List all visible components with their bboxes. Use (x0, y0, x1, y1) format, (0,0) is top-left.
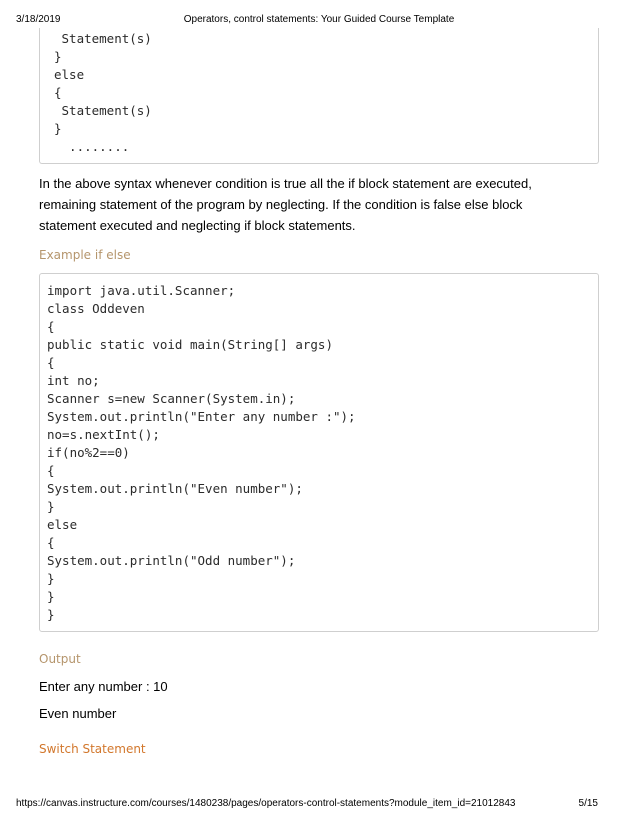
code-line: if(no%2==0) (47, 445, 130, 460)
code-line: { (54, 85, 62, 100)
code-line: } (47, 589, 55, 604)
example-code-block (39, 273, 599, 632)
example-heading: Example if else (39, 248, 131, 262)
code-line: Statement(s) (54, 103, 152, 118)
code-line: System.out.println("Enter any number :"); (47, 409, 356, 424)
code-line: ........ (54, 139, 130, 154)
code-line: { (47, 355, 55, 370)
code-line: } (54, 49, 62, 64)
code-line: } (54, 121, 62, 136)
code-line: Statement(s) (54, 31, 152, 46)
output-line: Even number (39, 706, 117, 721)
code-line: public static void main(String[] args) (47, 337, 333, 352)
code-line: } (47, 571, 55, 586)
code-line: import java.util.Scanner; (47, 283, 236, 298)
code-line: { (47, 319, 55, 334)
code-line: } (47, 607, 55, 622)
output-heading: Output (39, 652, 81, 666)
print-page-title: Operators, control statements: Your Guided Course Template (183, 14, 455, 25)
code-line: { (47, 463, 55, 478)
print-url: https://canvas.instructure.com/courses/1480238/pages/operators-control-statements?module_item_id=21012843 (16, 798, 516, 809)
code-line: int no; (47, 373, 100, 388)
switch-statement-heading: Switch Statement (39, 742, 146, 756)
code-line: else (54, 67, 85, 82)
print-date: 3/18/2019 (16, 14, 61, 25)
code-line: else (47, 517, 78, 532)
code-line: { (47, 535, 55, 550)
code-line: System.out.println("Odd number"); (47, 553, 296, 568)
explanation-paragraph: In the above syntax whenever condition is true all the if block statement are executed, remaining statement of the program by neglecting. If the condition is false else block statement executed and neglecting if block statements. (39, 176, 532, 233)
page-number: 5/15 (578, 798, 598, 809)
code-line: class Oddeven (47, 301, 145, 316)
code-line: } (47, 499, 55, 514)
syntax-code-block (39, 28, 599, 164)
output-line: Enter any number : 10 (39, 679, 168, 694)
code-line: no=s.nextInt(); (47, 427, 160, 442)
code-line: System.out.println("Even number"); (47, 481, 303, 496)
code-line: Scanner s=new Scanner(System.in); (47, 391, 296, 406)
